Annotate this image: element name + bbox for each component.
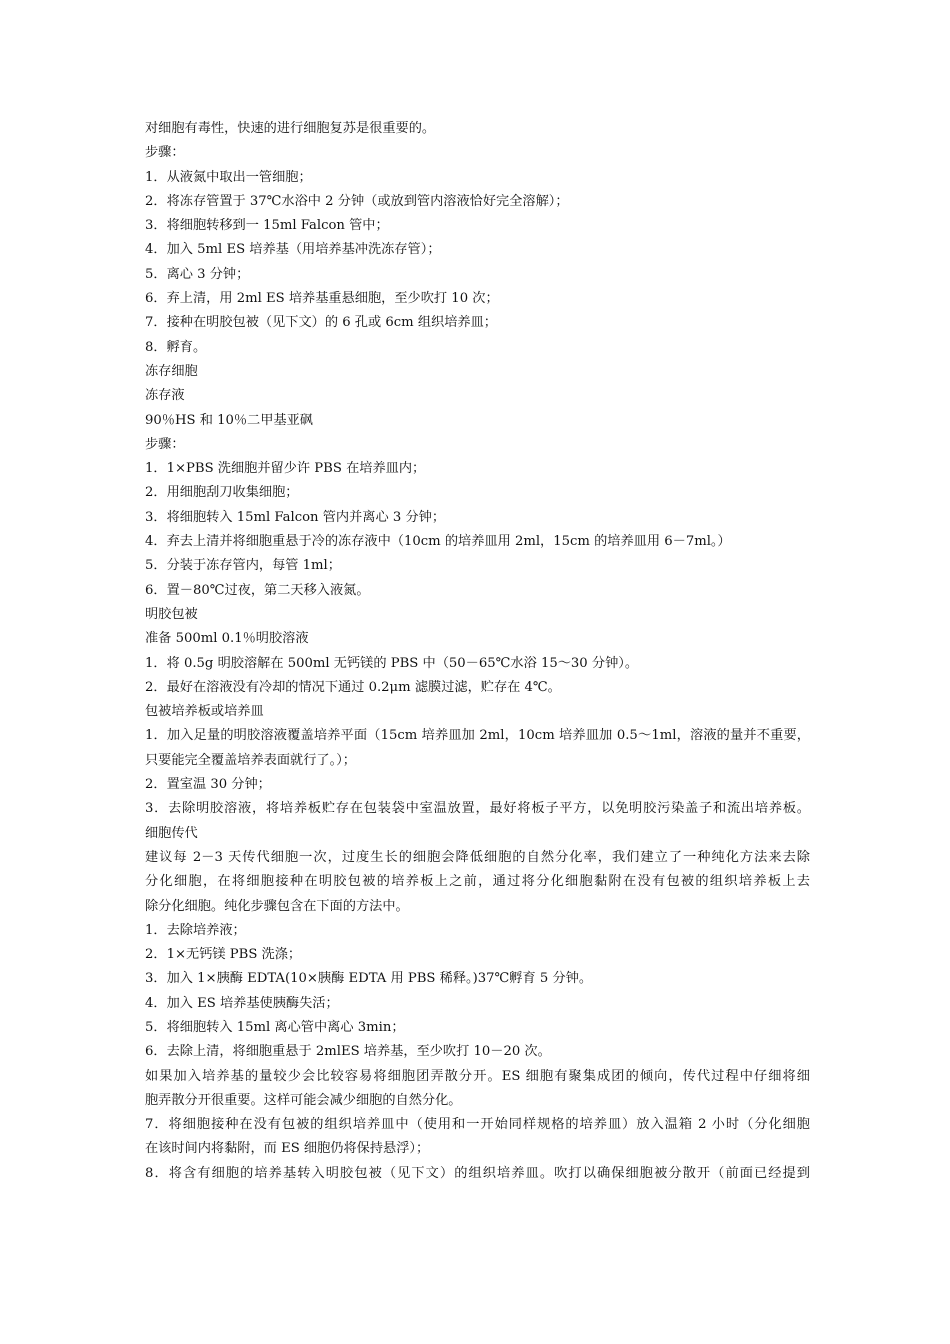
step-item: 1．从液氮中取出一管细胞； xyxy=(145,169,312,185)
section-heading: 细胞传代 xyxy=(145,825,198,841)
step-item-continued: 在该时间内将黏附，而 ES 细胞仍将保持悬浮）； xyxy=(145,1141,430,1157)
step-item: 1．加入足量的明胶溶液覆盖培养平面（15cm 培养皿加 2ml，10cm 培养皿加 0.5～1ml，溶液的量并不重要， xyxy=(145,728,810,744)
step-item: 2．1×无钙镁 PBS 洗涤； xyxy=(145,947,302,963)
step-item: 4．加入 5ml ES 培养基（用培养基冲洗冻存管）； xyxy=(145,242,441,258)
step-item: 3．去除明胶溶液，将培养板贮存在包装袋中室温放置，最好将板子平方，以免明胶污染盖子和流出培养板。 xyxy=(145,801,810,817)
step-item: 2．用细胞刮刀收集细胞； xyxy=(145,485,299,501)
text-line: 90％HS 和 10％二甲基亚砜 xyxy=(145,412,313,428)
section-heading: 明胶包被 xyxy=(145,606,198,622)
step-item: 1．1×PBS 洗细胞并留少许 PBS 在培养皿内； xyxy=(145,461,426,477)
step-item: 6．置－80℃过夜，第二天移入液氮。 xyxy=(145,582,370,598)
step-item: 2．置室温 30 分钟； xyxy=(145,777,271,793)
step-item: 6．弃上清，用 2ml ES 培养基重悬细胞，至少吹打 10 次； xyxy=(145,291,499,307)
paragraph-line: 建议每 2－3 天传代细胞一次，过度生长的细胞会降低细胞的自然分化率，我们建立了一种纯化方法来去除 xyxy=(145,849,810,865)
step-item: 2．最好在溶液没有冷却的情况下通过 0.2μm 滤膜过滤，贮存在 4℃。 xyxy=(145,679,561,695)
step-item: 1．将 0.5g 明胶溶解在 500ml 无钙镁的 PBS 中（50－65℃水浴 15～30 分钟）。 xyxy=(145,655,639,671)
subsection-heading: 冻存液 xyxy=(145,388,185,404)
section-label: 步骤： xyxy=(145,145,185,161)
paragraph-line: 分化细胞，在将细胞接种在明胶包被的培养板上之前，通过将分化细胞黏附在没有包被的组织培养板上去 xyxy=(145,874,810,890)
paragraph-line: 如果加入培养基的量较少会比较容易将细胞团弄散分开。ES 细胞有聚集成团的倾向，传代过程中仔细将细 xyxy=(145,1068,810,1084)
step-item: 3．将细胞转入 15ml Falcon 管内并离心 3 分钟； xyxy=(145,509,446,525)
paragraph-line: 胞弄散分开很重要。这样可能会减少细胞的自然分化。 xyxy=(145,1092,462,1108)
step-item: 7．将细胞接种在没有包被的组织培养皿中（使用和一开始同样规格的培养皿）放入温箱 2 小时（分化细胞 xyxy=(145,1117,810,1133)
step-item: 4．弃去上清并将细胞重悬于冷的冻存液中（10cm 的培养皿用 2ml，15cm 的培养皿用 6－7ml。） xyxy=(145,534,731,550)
step-item: 5．分装于冻存管内，每管 1ml； xyxy=(145,558,341,574)
step-item: 8．孵育。 xyxy=(145,339,207,355)
step-item: 2．将冻存管置于 37℃水浴中 2 分钟（或放到管内溶液恰好完全溶解）； xyxy=(145,193,569,209)
paragraph-line: 除分化细胞。纯化步骤包含在下面的方法中。 xyxy=(145,898,409,914)
step-item: 3．加入 1×胰酶 EDTA(10×胰酶 EDTA 用 PBS 稀释。)37℃孵育 5 分钟。 xyxy=(145,971,593,987)
step-item: 8．将含有细胞的培养基转入明胶包被（见下文）的组织培养皿。吹打以确保细胞被分散开（前面已经提到 xyxy=(145,1165,810,1181)
step-item: 3．将细胞转移到一 15ml Falcon 管中； xyxy=(145,218,389,234)
subsection-heading: 包被培养板或培养皿 xyxy=(145,704,264,720)
step-item: 4．加入 ES 培养基使胰酶失活； xyxy=(145,995,339,1011)
document-body xyxy=(145,117,810,1186)
step-item: 7．接种在明胶包被（见下文）的 6 孔或 6cm 组织培养皿； xyxy=(145,315,497,331)
step-item: 6．去除上清，将细胞重悬于 2mlES 培养基，至少吹打 10－20 次。 xyxy=(145,1044,551,1060)
text-line: 对细胞有毒性，快速的进行细胞复苏是很重要的。 xyxy=(145,121,436,136)
text-line: 准备 500ml 0.1％明胶溶液 xyxy=(145,631,309,647)
section-heading: 冻存细胞 xyxy=(145,363,198,379)
step-item: 5．离心 3 分钟； xyxy=(145,266,250,282)
step-item: 1．去除培养液； xyxy=(145,922,246,938)
section-label: 步骤： xyxy=(145,436,185,452)
step-item-continued: 只要能完全覆盖培养表面就行了。）； xyxy=(145,752,356,768)
step-item: 5．将细胞转入 15ml 离心管中离心 3min； xyxy=(145,1019,405,1035)
